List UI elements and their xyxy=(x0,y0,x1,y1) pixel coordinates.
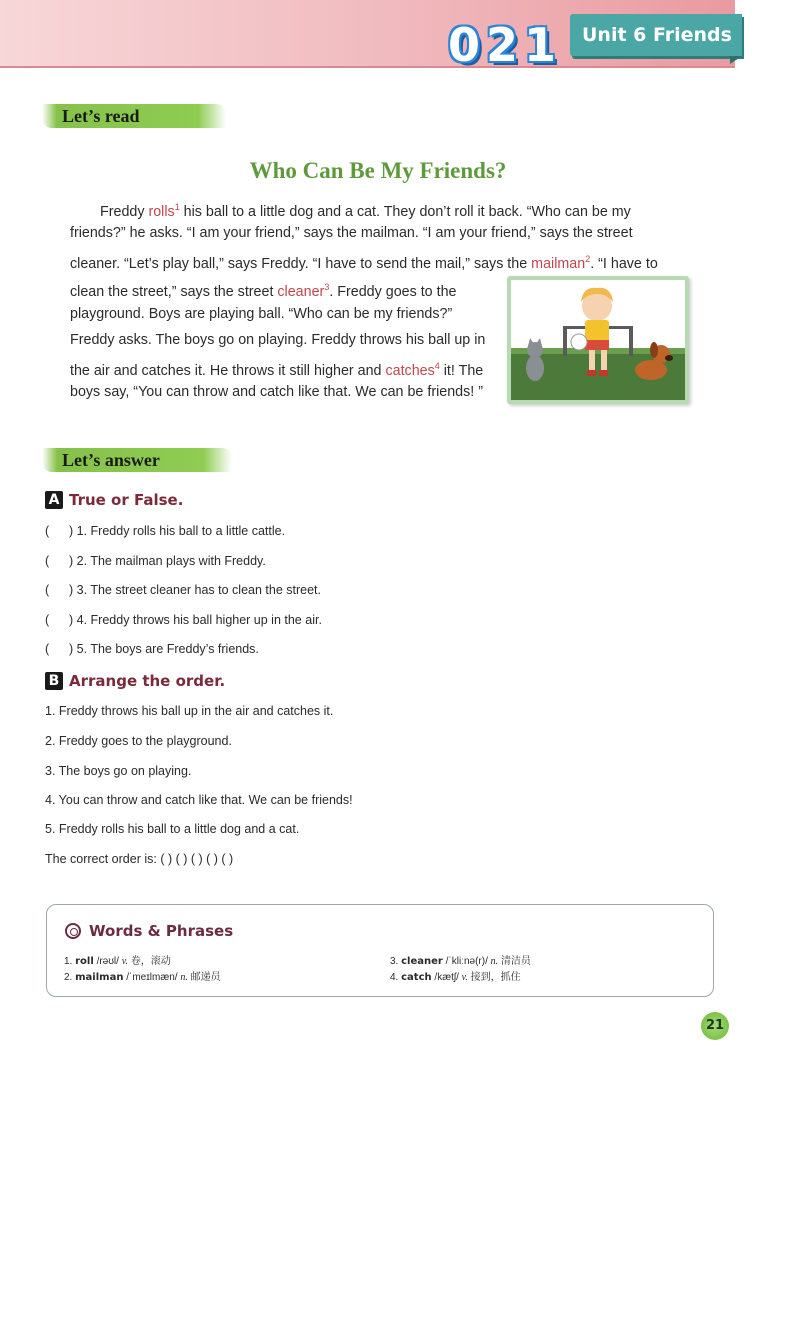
order-item: 3. The boys go on playing. xyxy=(45,764,192,778)
part-a-heading xyxy=(45,491,183,509)
part-a-title: True or False. xyxy=(69,491,184,509)
vocab-entry: 1. roll /rəʊl/ v. 卷，滚动 xyxy=(64,956,171,967)
words-phrases-heading xyxy=(65,922,233,940)
true-false-item: ( ) 5. The boys are Freddy’s friends. xyxy=(45,642,259,656)
part-b-heading xyxy=(45,672,225,690)
boy-cat-dog-illustration xyxy=(511,280,685,400)
part-b-badge: B xyxy=(45,672,63,690)
lets-read-tag: Let’s read xyxy=(42,104,226,128)
part-b-title: Arrange the order. xyxy=(69,672,226,690)
story-line: the air and catches it. He throws it still higher and catches$^4$ it! The xyxy=(70,361,484,379)
unit-tab-fold xyxy=(730,56,742,64)
vocab-entry: 2. mailman /ˈmeɪlmæn/ n. 邮递员 xyxy=(64,972,221,983)
order-item: 4. You can throw and catch like that. We can be friends! xyxy=(45,793,353,807)
story-line: boys say, “You can throw and catch like that. We can be friends! ” xyxy=(70,384,483,400)
story-line: friends?” he asks. “I am your friend,” says the mailman. “I am your friend,” says the street xyxy=(70,225,633,241)
story-line: cleaner. “Let’s play ball,” says Freddy. “I have to send the mail,” says the mailman$^2$. “I have to xyxy=(70,254,658,272)
words-phrases-box xyxy=(46,904,714,997)
answer-blank[interactable]: ( xyxy=(45,642,50,656)
order-item: 5. Freddy rolls his ball to a little dog and a cat. xyxy=(45,822,300,836)
story-illustration xyxy=(507,276,689,404)
part-a-badge: A xyxy=(45,491,63,509)
order-item: 1. Freddy throws his ball up in the air and catches it. xyxy=(45,704,334,718)
words-phrases-title: Words & Phrases xyxy=(89,922,234,940)
story-line: clean the street,” says the street cleaner$^3$. Freddy goes to the xyxy=(70,282,457,300)
true-false-item: ( ) 1. Freddy rolls his ball to a little cattle. xyxy=(45,524,286,538)
page-number: 21 xyxy=(701,1012,729,1040)
story-line: Freddy rolls$^1$ his ball to a little dog and a cat. They don’t roll it back. “Who can be my xyxy=(100,202,631,220)
correct-order-line[interactable]: The correct order is: ( ) ( ) ( ) ( ) ( ) xyxy=(45,852,234,866)
vocab-entry: 4. catch /kætʃ/ v. 接到，抓住 xyxy=(390,972,521,983)
target-icon xyxy=(65,923,81,939)
answer-blank[interactable]: ( xyxy=(45,583,50,597)
answer-blank[interactable]: ( xyxy=(45,613,50,627)
unit-title-tab: Unit 6 Friends xyxy=(570,14,742,56)
story-title: Who Can Be My Friends? xyxy=(249,158,507,183)
vocab-entry: 3. cleaner /ˈkliːnə(r)/ n. 清洁员 xyxy=(390,956,531,967)
true-false-item: ( ) 4. Freddy throws his ball higher up in the air. xyxy=(45,613,322,627)
true-false-item: ( ) 3. The street cleaner has to clean the street. xyxy=(45,583,321,597)
answer-blank[interactable]: ( xyxy=(45,554,50,568)
lesson-number: 021 xyxy=(448,18,563,72)
story-line: Freddy asks. The boys go on playing. Freddy throws his ball up in xyxy=(70,332,486,348)
true-false-item: ( ) 2. The mailman plays with Freddy. xyxy=(45,554,266,568)
answer-blank[interactable]: ( xyxy=(45,524,50,538)
lets-answer-tag: Let’s answer xyxy=(42,448,232,472)
order-item: 2. Freddy goes to the playground. xyxy=(45,734,232,748)
story-line: playground. Boys are playing ball. “Who can be my friends?” xyxy=(70,306,453,322)
